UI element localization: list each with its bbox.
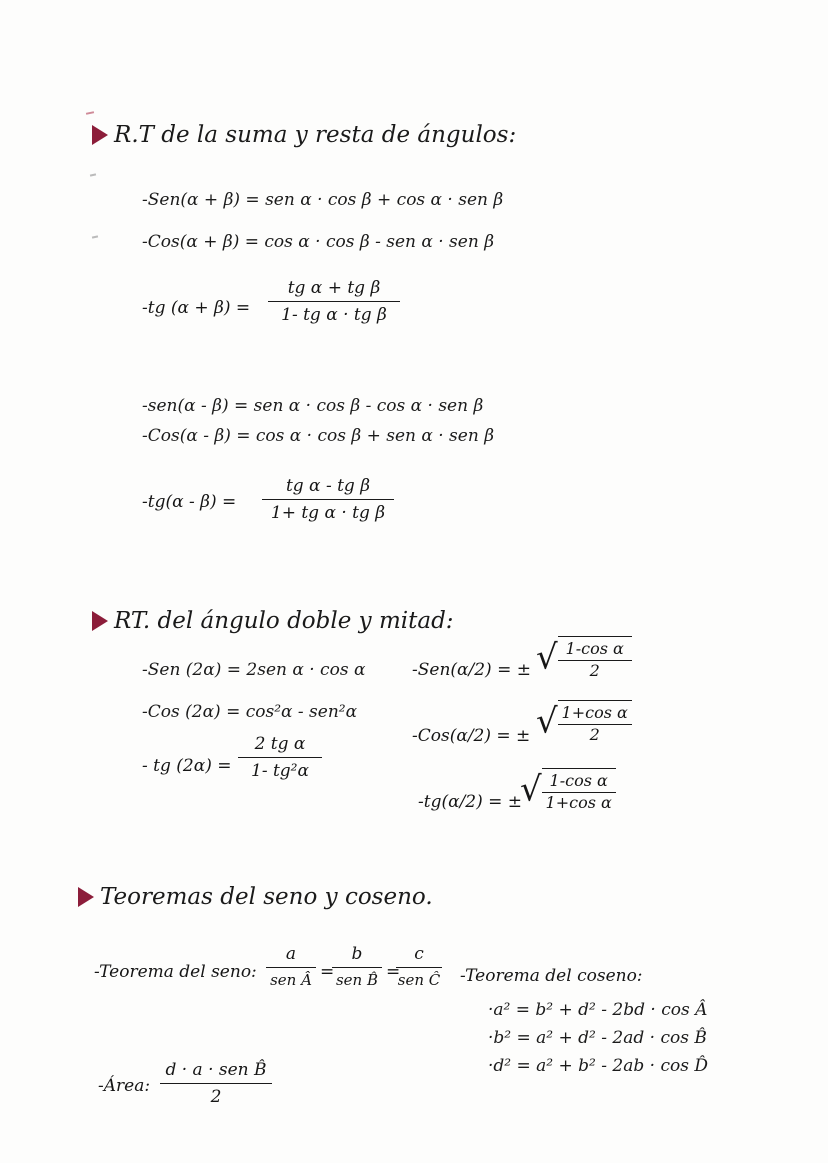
fraction-numerator: tg α - tg β <box>285 476 371 496</box>
fraction-denominator: 1+ tg α · tg β <box>270 503 386 523</box>
formula-cos-half-label: -Cos(α/2) = ± <box>412 726 531 746</box>
fraction-denominator: sen Ĉ <box>397 971 441 989</box>
fraction-bar <box>160 1083 272 1084</box>
fraction-tan-diff <box>262 476 394 523</box>
cosine-law-3: ·d² = a² + b² - 2ab · cos D̂ <box>488 1056 708 1076</box>
fraction-sine-a <box>266 944 316 989</box>
formula-tan-sum-label: -tg (α + β) = <box>142 298 251 318</box>
formula-cos-double: -Cos (2α) = cos²α - sen²α <box>142 702 358 722</box>
fraction-numerator: d · a · sen B̂ <box>165 1060 267 1080</box>
heading-double-half: RT. del ángulo doble y mitad: <box>92 608 454 634</box>
formula-tan-double-label: - tg (2α) = <box>142 756 232 776</box>
formula-sin-sum: -Sen(α + β) = sen α · cos β + cos α · sen β <box>142 190 504 210</box>
arrow-bullet-icon <box>92 125 108 145</box>
fraction-numerator: 1-cos α <box>549 771 608 790</box>
pen-mark <box>90 173 96 176</box>
fraction-numerator: 1-cos α <box>565 639 624 658</box>
fraction-numerator: b <box>351 944 363 964</box>
area-label: -Área: <box>98 1076 151 1096</box>
root-tan-half <box>520 768 616 812</box>
root-sin-half <box>536 636 632 680</box>
fraction-denominator: 2 <box>558 660 632 680</box>
arrow-bullet-icon <box>92 611 108 631</box>
fraction-tan-double <box>238 734 322 781</box>
heading-sum-difference: R.T de la suma y resta de ángulos: <box>92 122 516 148</box>
fraction-denominator: sen B̂ <box>335 971 379 989</box>
formula-sin-half-label: -Sen(α/2) = ± <box>412 660 531 680</box>
heading-theorems: Teoremas del seno y coseno. <box>78 884 433 910</box>
fraction-numerator: tg α + tg β <box>287 278 381 298</box>
fraction-sine-b <box>332 944 382 989</box>
sqrt-icon: √ <box>520 769 542 810</box>
root-cos-half <box>536 700 632 744</box>
cosine-law-1: ·a² = b² + d² - 2bd · cos Â <box>488 1000 708 1020</box>
fraction-numerator: c <box>414 944 424 964</box>
fraction-denominator: 1- tg α · tg β <box>281 305 387 325</box>
fraction-tan-sum <box>268 278 400 325</box>
fraction-denominator: 2 <box>558 724 632 744</box>
cosine-theorem-label: -Teorema del coseno: <box>460 966 643 986</box>
fraction-numerator: a <box>285 944 297 964</box>
formula-tan-half-label: -tg(α/2) = ± <box>418 792 523 812</box>
pen-mark <box>92 235 98 238</box>
formula-cos-diff: -Cos(α - β) = cos α · cos β + sen α · sen β <box>142 426 495 446</box>
fraction-denominator: 1- tg²α <box>251 761 309 781</box>
fraction-bar <box>238 757 322 758</box>
fraction-area <box>160 1060 272 1107</box>
fraction-denominator: 1+cos α <box>542 792 616 812</box>
equals-sign: = <box>320 962 335 982</box>
sine-theorem-label: -Teorema del seno: <box>94 962 257 982</box>
fraction-bar <box>268 301 400 302</box>
fraction-numerator: 1+cos α <box>561 703 628 722</box>
fraction-bar <box>396 967 442 968</box>
fraction-denominator: sen Â <box>270 971 312 989</box>
fraction-bar <box>266 967 316 968</box>
sqrt-icon: √ <box>536 701 558 742</box>
formula-cos-sum: -Cos(α + β) = cos α · cos β - sen α · sen β <box>142 232 495 252</box>
cosine-law-2: ·b² = a² + d² - 2ad · cos B̂ <box>488 1028 707 1048</box>
fraction-bar <box>262 499 394 500</box>
formula-tan-diff-label: -tg(α - β) = <box>142 492 237 512</box>
formula-sin-diff: -sen(α - β) = sen α · cos β - cos α · sen β <box>142 396 484 416</box>
fraction-sine-c <box>396 944 442 989</box>
pen-mark <box>86 111 94 115</box>
sqrt-icon: √ <box>536 637 558 678</box>
fraction-bar <box>332 967 382 968</box>
arrow-bullet-icon <box>78 887 94 907</box>
fraction-numerator: 2 tg α <box>254 734 306 754</box>
fraction-denominator: 2 <box>210 1087 222 1107</box>
formula-sin-double: -Sen (2α) = 2sen α · cos α <box>142 660 366 680</box>
equals-sign: = <box>386 962 401 982</box>
